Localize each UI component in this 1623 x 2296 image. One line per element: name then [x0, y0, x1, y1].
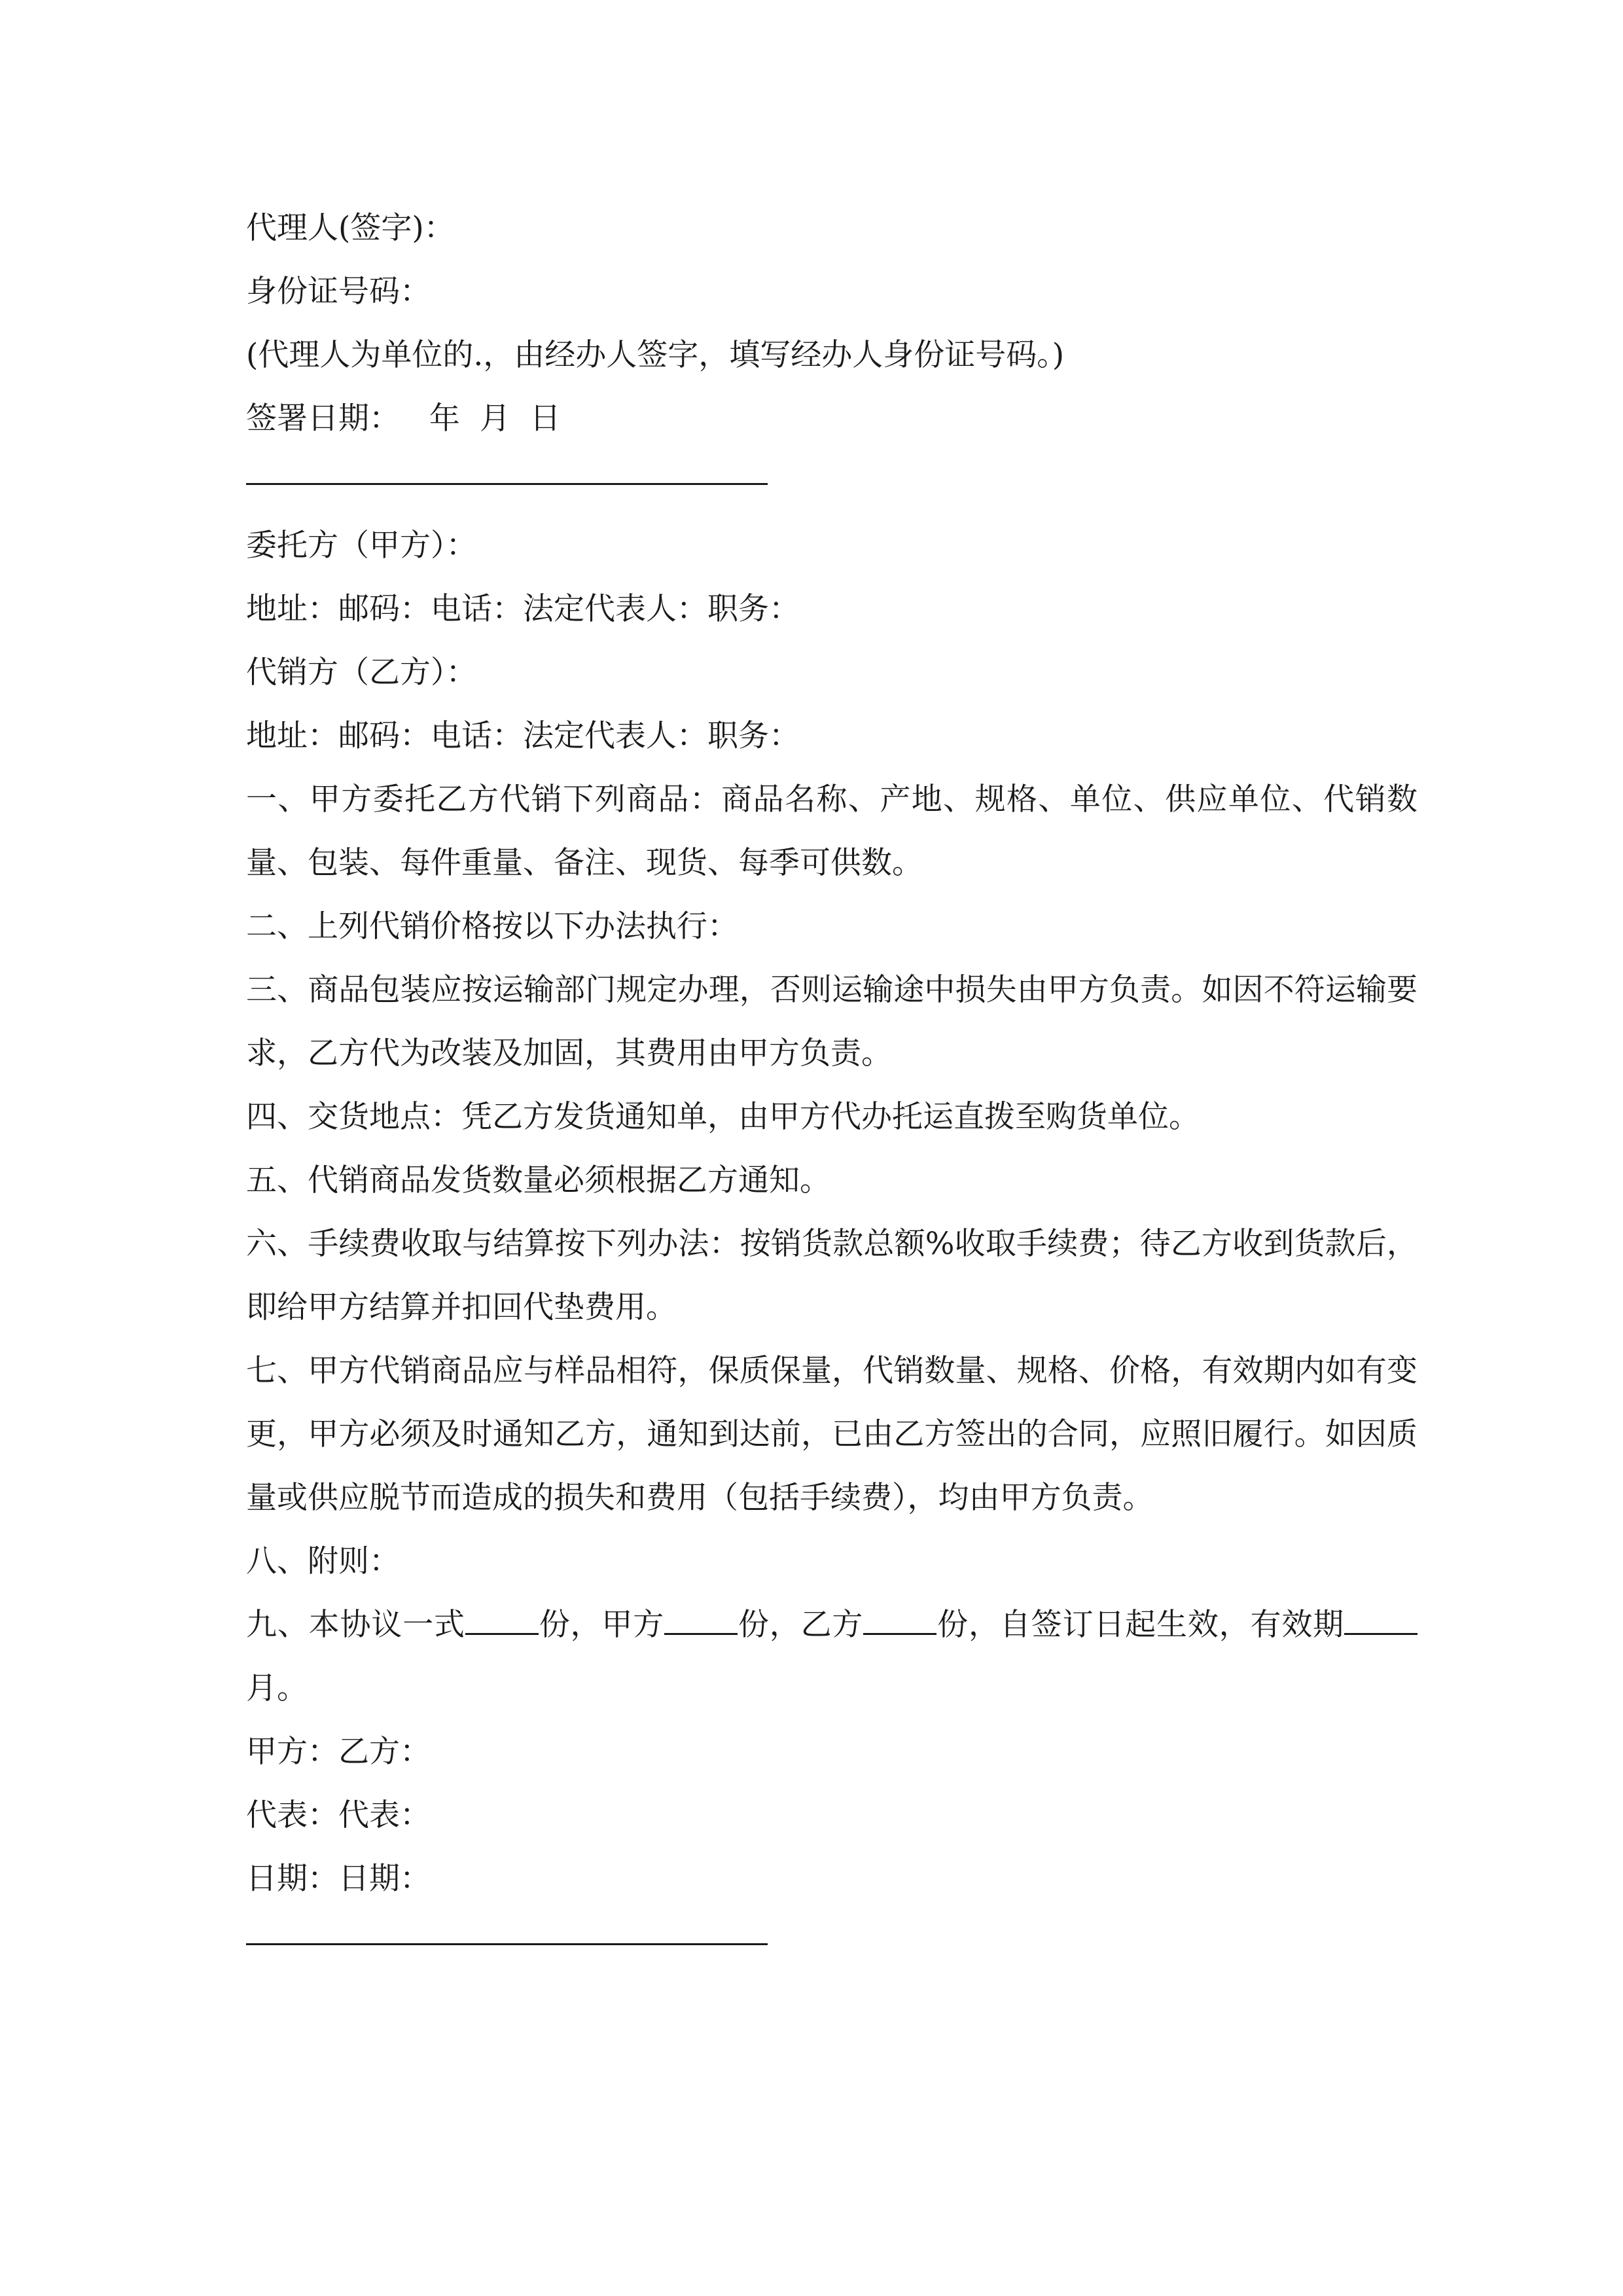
- agent-signature-label: 代理人(签字)：: [246, 210, 455, 246]
- signature-reps-line: 代表：代表：: [246, 1797, 431, 1833]
- clause-9: [246, 1593, 1418, 1720]
- party-b-info: 地址：邮码：电话：法定代表人：职务：: [246, 718, 800, 754]
- clause-1: 一、甲方委托乙方代销下列商品：商品名称、产地、规格、单位、供应单位、代销数量、包装、每件重量、备注、现货、每季可供数。: [246, 781, 1418, 881]
- clause-3: 三、商品包装应按运输部门规定办理，否则运输途中损失由甲方负责。如因不符运输要求，乙方代为改装及加固，其费用由甲方负责。: [246, 972, 1418, 1071]
- agent-id-label: 身份证号码：: [246, 274, 431, 310]
- party-a-label: 委托方（甲方）：: [246, 528, 477, 564]
- copies-total-blank: [465, 1607, 539, 1635]
- signature-dates-line: 日期：日期：: [246, 1861, 431, 1897]
- clause-9-text-2: 份，甲方: [538, 1607, 665, 1643]
- clause-8: 八、附则：: [246, 1543, 400, 1579]
- clause-7: 七、甲方代销商品应与样品相符，保质保量，代销数量、规格、价格，有效期内如有变更，甲方必须及时通知乙方，通知到达前，已由乙方签出的合同，应照旧履行。如因质量或供应脱节而造成的损失和费用（包括手续费），均由甲方负责。: [246, 1353, 1418, 1516]
- clause-2: 二、上列代销价格按以下办法执行：: [246, 908, 738, 944]
- separator-bottom: [246, 1910, 1418, 1974]
- clause-4: 四、交货地点：凭乙方发货通知单，由甲方代办托运直拨至购货单位。: [246, 1099, 1200, 1135]
- validity-months-blank: [1344, 1607, 1418, 1635]
- separator-top: [246, 450, 1418, 514]
- copies-party-b-blank: [863, 1607, 936, 1635]
- clause-9-text-5: 月。: [246, 1670, 308, 1706]
- clause-9-text-4: 份，自签订日起生效，有效期: [936, 1607, 1345, 1643]
- clause-9-text-1: 九、本协议一式: [246, 1607, 465, 1643]
- contract-body: [246, 196, 1418, 1974]
- clause-5: 五、代销商品发货数量必须根据乙方通知。: [246, 1162, 830, 1198]
- clause-9-text-3: 份，乙方: [738, 1607, 864, 1643]
- copies-party-a-blank: [664, 1607, 738, 1635]
- agent-note: (代理人为单位的.，由经办人签字，填写经办人身份证号码。): [246, 337, 1065, 373]
- clause-6: 六、手续费收取与结算按下列办法：按销货款总额%收取手续费；待乙方收到货款后，即给甲方结算并扣回代垫费用。: [246, 1226, 1418, 1325]
- signing-date-line: 签署日期： 年 月 日: [246, 401, 561, 437]
- party-a-info: 地址：邮码：电话：法定代表人：职务：: [246, 591, 800, 627]
- party-b-label: 代销方（乙方）：: [246, 655, 477, 691]
- signature-parties-line: 甲方：乙方：: [246, 1734, 431, 1770]
